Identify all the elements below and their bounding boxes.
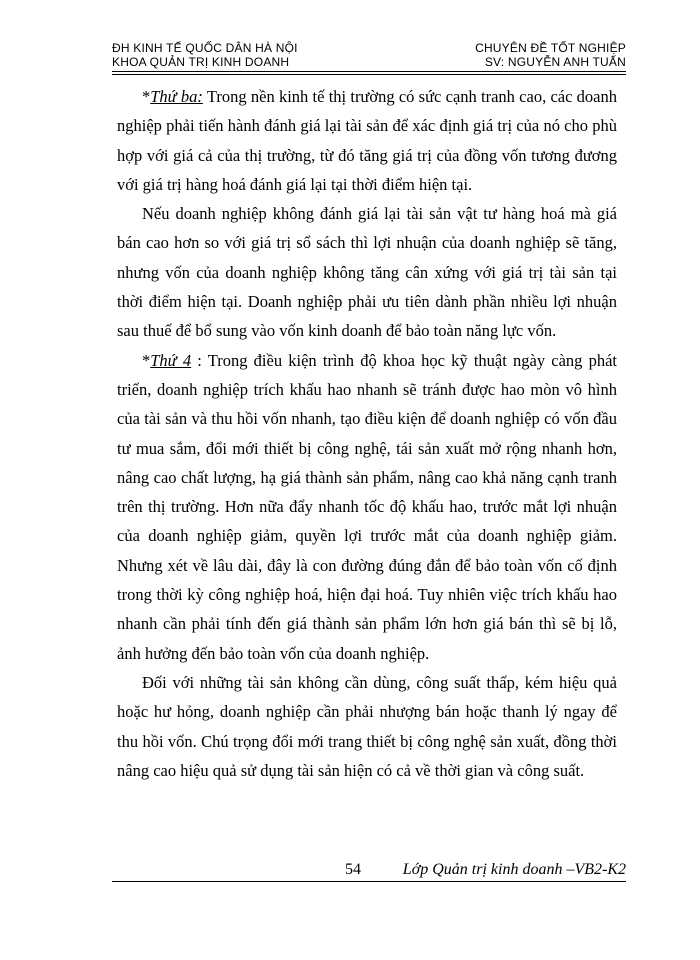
document-body bbox=[117, 82, 617, 785]
paragraph-thu-ba bbox=[117, 82, 617, 199]
document-type: CHUYÊN ĐỀ TỐT NGHIỆP bbox=[475, 41, 626, 55]
paragraph-lead: Thứ 4 bbox=[150, 350, 192, 370]
header-rule-thin bbox=[112, 74, 626, 75]
university-name: ĐH KINH TẾ QUỐC DÂN HÀ NỘI bbox=[112, 41, 298, 55]
page-header bbox=[112, 41, 626, 69]
paragraph-lead: Thứ ba: bbox=[150, 87, 203, 106]
student-name: SV: NGUYỄN ANH TUẤN bbox=[484, 55, 626, 69]
faculty-name: KHOA QUẢN TRỊ KINH DOANH bbox=[112, 55, 290, 69]
page-number: 54 bbox=[345, 861, 361, 878]
footer-rule bbox=[112, 881, 626, 882]
paragraph-revaluation: Nếu doanh nghiệp không đánh giá lại tài sản vật tư hàng hoá mà giá bán cao hơn so với giá trị sổ sách thì lợi nhuận của doanh nghiệp sẽ tăng, nhưng vốn của doanh nghiệp không tăng cân xứng với giá trị tài sản tại thời điểm hiện tại. Doanh nghiệp phải ưu tiên dành phần nhiều lợi nhuận sau thuế để bổ sung vào vốn kinh doanh để bảo toàn năng lực vốn. bbox=[117, 204, 617, 341]
class-label: Lớp Quản trị kinh doanh –VB2-K2 bbox=[402, 861, 626, 878]
header-row-2 bbox=[112, 55, 626, 69]
paragraph-disposal: Đối với những tài sản không cần dùng, công suất thấp, kém hiệu quả hoặc hư hỏng, doanh nghiệp cần phải nhượng bán hoặc thanh lý ngay để thu hồi vốn. Chú trọng đổi mới trang thiết bị công nghệ sản xuất, đồng thời nâng cao hiệu quả sử dụng tài sản hiện có cả về thời gian và công suất. bbox=[117, 672, 617, 780]
page-footer bbox=[112, 861, 626, 881]
paragraph-text: Trong nền kinh tế thị trường có sức cạnh tranh cao, các doanh nghiệp phải tiến hành đánh giá lại tài sản để xác định giá trị của nó cho phù hợp với giá cả của thị trường, từ đó tăng giá trị của đồng vốn tương đương với giá trị hàng hoá đánh giá lại tại thời điểm hiện tại. bbox=[117, 87, 617, 194]
paragraph-text: : Trong điều kiện trình độ khoa học kỹ thuật ngày càng phát triển, doanh nghiệp trích khấu hao nhanh sẽ tránh được hao mòn vô hình của tài sản và thu hồi vốn nhanh, tạo điều kiện để doanh nghiệp có vốn đầu tư mua sắm, đổi mới thiết bị công nghệ, tái sản xuất mở rộng nhanh hơn, nâng cao chất lượng, hạ giá thành sản phẩm, nâng cao khả năng cạnh tranh trên thị trường. Hơn nữa đẩy nhanh tốc độ khấu hao, trước mắt lợi nhuận của doanh nghiệp giảm, quyền lợi trước mắt của doanh nghiệp giảm. Nhưng xét về lâu dài, đây là con đường đúng đắn để bảo toàn vốn cố định trong thời kỳ công nghiệp hoá, hiện đại hoá. Tuy nhiên việc trích khấu hao nhanh cần phải tính đến giá thành sản phẩm lớn hơn giá bán thì sẽ bị lỗ, ảnh hưởng đến bảo toàn vốn của doanh nghiệp. bbox=[117, 350, 617, 663]
header-rule bbox=[112, 71, 626, 72]
bullet-marker: * bbox=[142, 87, 151, 106]
bullet-marker: * bbox=[142, 350, 151, 370]
header-row-1 bbox=[112, 41, 626, 55]
paragraph-thu-4 bbox=[117, 346, 617, 668]
